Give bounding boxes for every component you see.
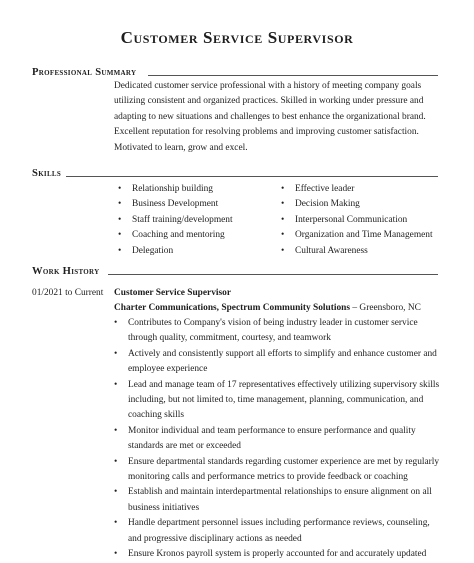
work-history-rule bbox=[108, 274, 438, 275]
duty-item: • Contributes to Company's vision of being industry leader in customer service through quality, commitment, courtesy, and teamwork bbox=[114, 316, 444, 347]
job-company: Charter Communications, Spectrum Community Solutions bbox=[114, 303, 351, 313]
job-duties-list bbox=[114, 316, 444, 563]
duty-item: • Establish and maintain interdepartmental relationships to ensure alignment on all business initiatives bbox=[114, 485, 444, 516]
resume-title: Customer Service Supervisor bbox=[120, 28, 354, 47]
skills-heading: Skills bbox=[32, 168, 62, 179]
skill-item: • Delegation bbox=[118, 244, 233, 259]
duty-item: • Monitor individual and team performance to ensure performance and quality standards are met or exceeded bbox=[114, 424, 444, 455]
skills-rule bbox=[66, 176, 438, 177]
skills-list-left bbox=[118, 182, 233, 259]
job-location: – Greensboro, NC bbox=[350, 303, 421, 313]
skill-item: • Staff training/development bbox=[118, 213, 233, 228]
duty-item: • Actively and consistently support all efforts to simplify and enhance customer and employee experience bbox=[114, 347, 444, 378]
skill-item: • Coaching and mentoring bbox=[118, 228, 233, 243]
skill-item: • Effective leader bbox=[281, 182, 433, 197]
job-title: Customer Service Supervisor bbox=[114, 288, 231, 298]
skill-item: • Interpersonal Communication bbox=[281, 213, 433, 228]
work-history-heading: Work History bbox=[32, 266, 100, 277]
skill-item: • Organization and Time Management bbox=[281, 228, 433, 243]
duty-item: • Handle department personnel issues including performance reviews, counseling, and progressive disciplinary actions as needed bbox=[114, 516, 444, 547]
skill-item: • Decision Making bbox=[281, 197, 433, 212]
job-company-line bbox=[114, 301, 421, 316]
skill-item: • Business Development bbox=[118, 197, 233, 212]
duty-item: • Ensure Kronos payroll system is properly accounted for and accurately updated bbox=[114, 547, 444, 562]
skill-item: • Cultural Awareness bbox=[281, 244, 433, 259]
professional-summary-heading: Professional Summary bbox=[32, 67, 137, 78]
duty-item: • Ensure departmental standards regarding customer experience are met by regularly monitoring calls and performance metrics to provide feedback or coaching bbox=[114, 455, 444, 486]
job-dates: 01/2021 to Current bbox=[32, 288, 104, 298]
skill-item: • Relationship building bbox=[118, 182, 233, 197]
professional-summary-text: Dedicated customer service professional with a history of meeting company goals utilizing consistent and organized practices. Skilled in working under pressure and adapting to new situations and challenges to best enhance the organizational brand. Excellent reputation for resolving problems and improving customer satisfaction. Motivated to learn, grow and excel. bbox=[114, 81, 426, 153]
duty-item: • Lead and manage team of 17 representatives effectively utilizing supervisory skills including, but not limited to, time management, planning, communication, and coaching skills bbox=[114, 378, 444, 424]
skills-list-right bbox=[281, 182, 433, 259]
professional-summary-rule bbox=[148, 75, 438, 76]
